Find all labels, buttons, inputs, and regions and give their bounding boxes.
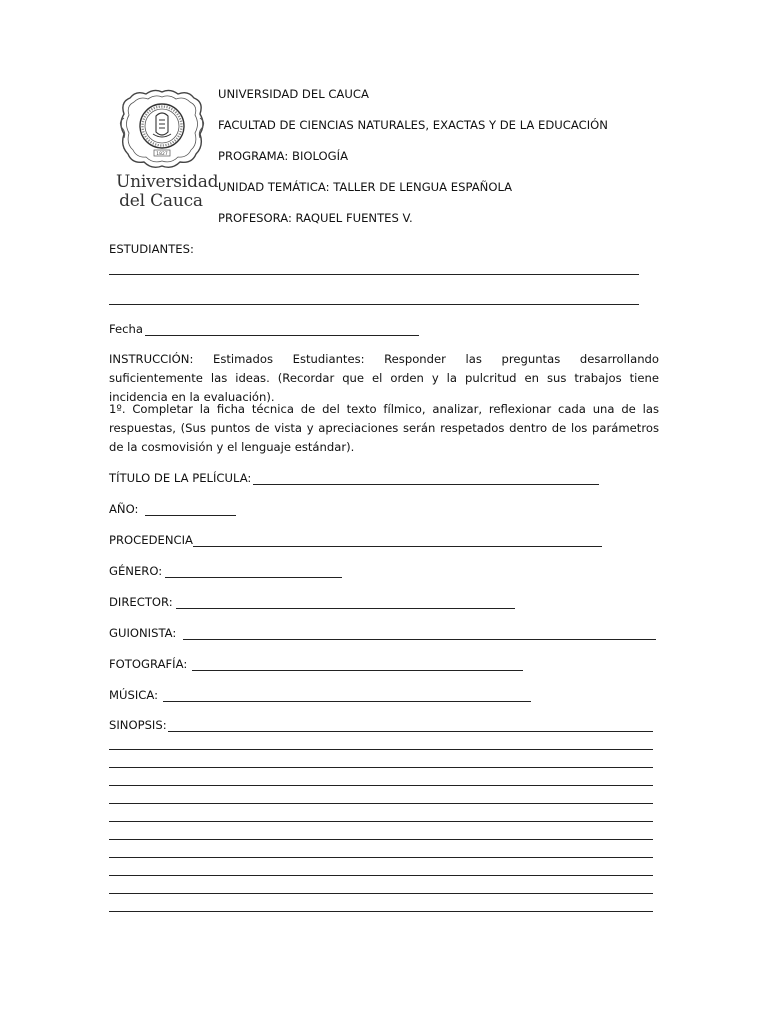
- students-label: ESTUDIANTES:: [109, 242, 194, 256]
- field-title-input[interactable]: [253, 484, 599, 485]
- field-origin-input[interactable]: [193, 546, 602, 547]
- synopsis-line[interactable]: [109, 821, 653, 822]
- field-director-label: DIRECTOR:: [109, 595, 173, 609]
- thematic-unit: UNIDAD TEMÁTICA: TALLER DE LENGUA ESPAÑOLA: [218, 180, 513, 194]
- logo-line-2: del Cauca: [119, 191, 203, 211]
- university-seal-icon: [116, 88, 208, 170]
- document-header: [218, 86, 608, 241]
- field-photography-label: FOTOGRAFÍA:: [109, 657, 188, 671]
- field-photography-input[interactable]: [192, 670, 523, 671]
- field-synopsis-input[interactable]: [168, 731, 653, 732]
- field-year-label: AÑO:: [109, 502, 139, 516]
- university-logo: [116, 88, 219, 211]
- synopsis-line[interactable]: [109, 911, 653, 912]
- faculty-name: FACULTAD DE CIENCIAS NATURALES, EXACTAS Y DE LA EDUCACIÓN: [218, 118, 608, 132]
- field-director-input[interactable]: [176, 608, 515, 609]
- synopsis-line[interactable]: [109, 803, 653, 804]
- date-row: [109, 321, 143, 337]
- logo-line-1: Universidad: [116, 172, 219, 192]
- date-label: Fecha: [109, 322, 143, 336]
- date-field[interactable]: [145, 335, 419, 336]
- field-music-label: MÚSICA:: [109, 688, 158, 702]
- synopsis-line[interactable]: [109, 785, 653, 786]
- field-year-input[interactable]: [145, 515, 236, 516]
- teacher-name: PROFESORA: RAQUEL FUENTES V.: [218, 211, 413, 225]
- field-genre-input[interactable]: [165, 577, 342, 578]
- program-name: PROGRAMA: BIOLOGÍA: [218, 149, 348, 163]
- field-genre-label: GÉNERO:: [109, 564, 163, 578]
- synopsis-line[interactable]: [109, 875, 653, 876]
- university-name: UNIVERSIDAD DEL CAUCA: [218, 87, 369, 101]
- synopsis-line[interactable]: [109, 767, 653, 768]
- students-line-2[interactable]: [109, 304, 639, 305]
- svg-text:1827: 1827: [156, 152, 168, 157]
- students-line-1[interactable]: [109, 274, 639, 275]
- university-logo-text: [116, 172, 219, 211]
- synopsis-line[interactable]: [109, 893, 653, 894]
- synopsis-line[interactable]: [109, 839, 653, 840]
- synopsis-line[interactable]: [109, 857, 653, 858]
- field-screenwriter-input[interactable]: [183, 639, 656, 640]
- field-title-label: TÍTULO DE LA PELÍCULA:: [109, 471, 252, 485]
- instruction-paragraph: INSTRUCCIÓN: Estimados Estudiantes: Responder las preguntas desarrollando suficientemente las ideas. (Recordar que el orden y la pulcritud en sus trabajos tiene incidencia en la evaluación).: [109, 352, 659, 404]
- field-screenwriter-label: GUIONISTA:: [109, 626, 177, 640]
- field-origin-label: PROCEDENCIA: [109, 533, 193, 547]
- question-1-paragraph: 1º. Completar la ficha técnica de del texto fílmico, analizar, reflexionar cada una de las respuestas, (Sus puntos de vista y apreciaciones serán respetados dentro de los parámetros de la cosmovisión y el lenguaje estándar).: [109, 402, 659, 454]
- synopsis-line[interactable]: [109, 749, 653, 750]
- field-synopsis-label: SINOPSIS:: [109, 718, 167, 732]
- field-music-input[interactable]: [163, 701, 531, 702]
